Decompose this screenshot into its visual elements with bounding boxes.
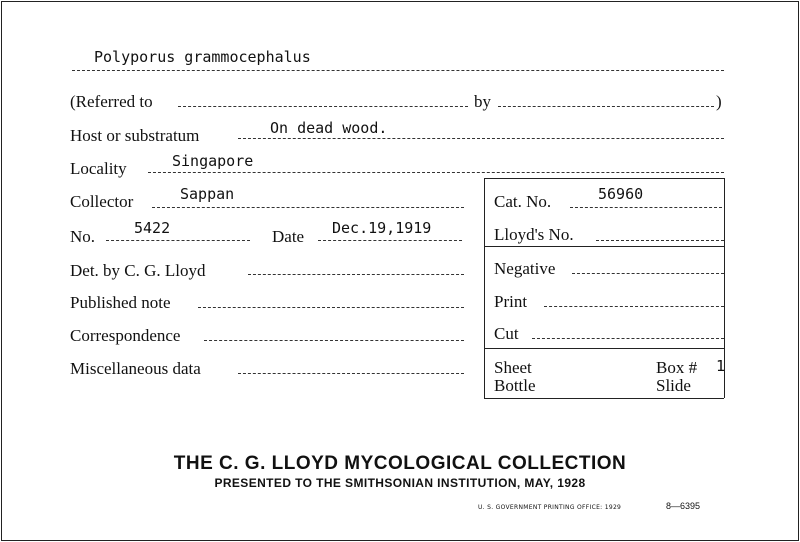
date-line (318, 240, 462, 241)
sheet-label: Sheet (494, 358, 532, 377)
no-label: No. (70, 227, 96, 246)
form-number: 8—6395 (666, 501, 701, 511)
cat-no-label: Cat. No. (494, 192, 552, 211)
lloyd-no-label: Lloyd's No. (494, 225, 574, 244)
no-value: 5422 (134, 219, 171, 237)
by-label: by (474, 92, 491, 111)
right-box-divider-2 (484, 348, 724, 349)
right-box-bottom (484, 398, 724, 399)
cat-no-value: 56960 (598, 185, 644, 203)
date-label: Date (272, 227, 305, 246)
collector-label: Collector (70, 192, 134, 211)
host-value: On dead wood. (270, 119, 388, 137)
det-line (248, 274, 464, 275)
slide-label: Slide (656, 376, 691, 395)
box-label: Box # (656, 358, 698, 377)
published-label: Published note (70, 293, 171, 312)
by-line (498, 106, 714, 107)
referred-close: ) (716, 92, 722, 111)
collection-subtitle: PRESENTED TO THE SMITHSONIAN INSTITUTION, MAY, 1928 (214, 476, 586, 490)
collector-value: Sappan (180, 185, 235, 203)
printing-office-note: U. S. GOVERNMENT PRINTING OFFICE: 1929 (478, 504, 622, 511)
print-label: Print (494, 292, 528, 311)
negative-line (572, 273, 724, 274)
cat-no-line (570, 207, 722, 208)
box-value: 1 (716, 357, 726, 375)
locality-label: Locality (70, 159, 127, 178)
host-line (238, 138, 724, 139)
right-box-divider-1 (484, 246, 724, 247)
bottle-label: Bottle (494, 376, 536, 395)
right-box-left (484, 178, 485, 398)
published-line (198, 307, 464, 308)
misc-label: Miscellaneous data (70, 359, 201, 378)
host-label: Host or substratum (70, 126, 200, 145)
no-line (106, 240, 250, 241)
referred-line (178, 106, 468, 107)
referred-label: (Referred to (70, 92, 153, 111)
lloyd-no-line (596, 240, 724, 241)
right-box-top (484, 178, 724, 179)
collection-title: THE C. G. LLOYD MYCOLOGICAL COLLECTION (173, 453, 627, 474)
specimen-card (1, 1, 799, 541)
correspondence-label: Correspondence (70, 326, 181, 345)
correspondence-line (204, 340, 464, 341)
cut-line (532, 338, 724, 339)
species-name: Polyporus grammocephalus (94, 48, 311, 66)
cut-label: Cut (494, 324, 519, 343)
det-label: Det. by C. G. Lloyd (70, 261, 206, 280)
misc-line (238, 373, 464, 374)
locality-line (148, 172, 724, 173)
date-value: Dec.19,1919 (332, 219, 432, 237)
locality-value: Singapore (172, 152, 254, 170)
collector-line (152, 207, 464, 208)
print-line (544, 306, 724, 307)
negative-label: Negative (494, 259, 556, 278)
species-line (72, 70, 724, 71)
